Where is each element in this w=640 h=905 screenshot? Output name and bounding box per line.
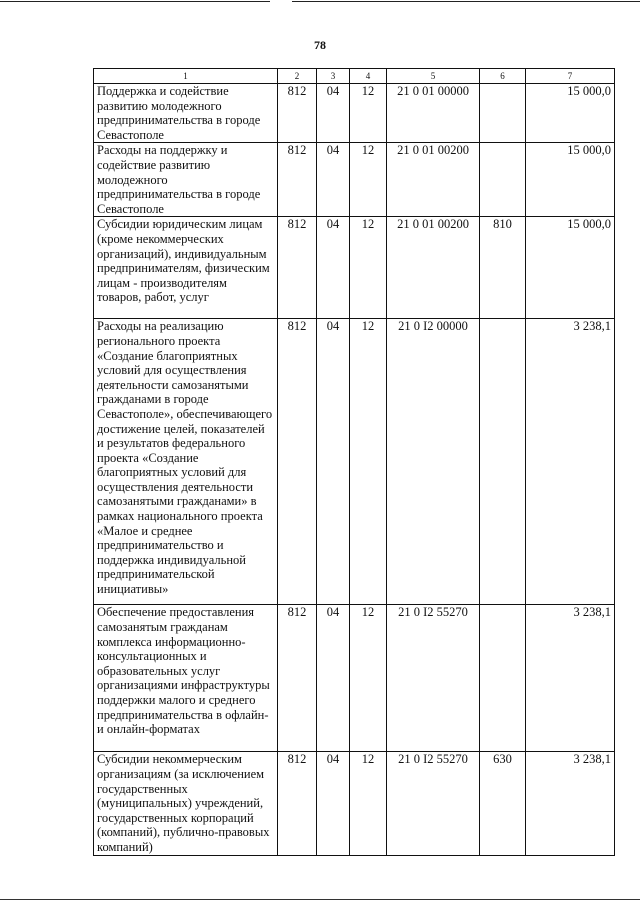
row-section: 04 (317, 605, 350, 752)
header-col-3: 3 (317, 69, 350, 84)
row-admin-code: 812 (278, 84, 317, 143)
row-amount: 15 000,0 (526, 84, 615, 143)
table-header-row (94, 69, 615, 84)
header-col-1: 1 (94, 69, 278, 84)
row-admin-code: 812 (278, 143, 317, 217)
row-section: 04 (317, 84, 350, 143)
row-admin-code: 812 (278, 217, 317, 319)
row-name: Расходы на реализацию регионального проекта «Создание благоприятных условий для осуществления деятельности самозанятыми гражданами в городе Севастополе», обеспечивающего достижение целей, показателей и результатов федерального проекта «Создание благоприятных условий для осуществления деятельности самозанятыми гражданами» в рамках национального проекта «Малое и среднее предпринимательство и поддержка индивидуальной предпринимательской инициативы» (94, 319, 278, 605)
row-amount: 3 238,1 (526, 605, 615, 752)
scan-edge-bottom (0, 898, 640, 901)
page-number: 78 (314, 38, 326, 52)
row-expense-type (480, 605, 526, 752)
header-col-4: 4 (350, 69, 387, 84)
row-section: 04 (317, 752, 350, 855)
row-admin-code: 812 (278, 605, 317, 752)
row-name: Субсидии некоммерческим организациям (за исключением государственных (муниципальных) учреждений, государственных корпораций (компаний), публично-правовых компаний) (94, 752, 278, 855)
header-col-6: 6 (480, 69, 526, 84)
row-name: Обеспечение предоставления самозанятым гражданам комплекса информационно-консультационных и образовательных услуг организациями инфраструктуры поддержки малого и среднего предпринимательства в офлайн- и онлайн-форматах (94, 605, 278, 752)
row-expense-type (480, 319, 526, 605)
table-row (94, 752, 615, 855)
row-target-article: 21 0 01 00000 (387, 84, 480, 143)
row-name: Субсидии юридическим лицам (кроме некоммерческих организаций), индивидуальным предпринимателям, физическим лицам - производителям товаров, работ, услуг (94, 217, 278, 319)
header-col-5: 5 (387, 69, 480, 84)
row-section: 04 (317, 217, 350, 319)
table-row (94, 605, 615, 752)
table-row (94, 217, 615, 319)
row-amount: 15 000,0 (526, 217, 615, 319)
row-target-article: 21 0 I2 55270 (387, 752, 480, 855)
header-col-7: 7 (526, 69, 615, 84)
row-name: Поддержка и содействие развитию молодежного предпринимательства в городе Севастополе (94, 84, 278, 143)
row-section: 04 (317, 143, 350, 217)
row-amount: 3 238,1 (526, 319, 615, 605)
table-row (94, 84, 615, 143)
row-amount: 3 238,1 (526, 752, 615, 855)
row-subsection: 12 (350, 84, 387, 143)
row-expense-type: 630 (480, 752, 526, 855)
row-amount: 15 000,0 (526, 143, 615, 217)
row-target-article: 21 0 01 00200 (387, 217, 480, 319)
row-subsection: 12 (350, 752, 387, 855)
row-expense-type (480, 143, 526, 217)
row-subsection: 12 (350, 217, 387, 319)
row-name: Расходы на поддержку и содействие развитию молодежного предпринимательства в городе Севастополе (94, 143, 278, 217)
row-subsection: 12 (350, 319, 387, 605)
row-target-article: 21 0 I2 00000 (387, 319, 480, 605)
budget-table (93, 68, 615, 856)
row-admin-code: 812 (278, 319, 317, 605)
table-row (94, 319, 615, 605)
row-admin-code: 812 (278, 752, 317, 855)
scan-edge-top (0, 0, 640, 4)
row-subsection: 12 (350, 605, 387, 752)
row-expense-type: 810 (480, 217, 526, 319)
table-row (94, 143, 615, 217)
row-expense-type (480, 84, 526, 143)
row-target-article: 21 0 I2 55270 (387, 605, 480, 752)
row-subsection: 12 (350, 143, 387, 217)
row-section: 04 (317, 319, 350, 605)
row-target-article: 21 0 01 00200 (387, 143, 480, 217)
header-col-2: 2 (278, 69, 317, 84)
